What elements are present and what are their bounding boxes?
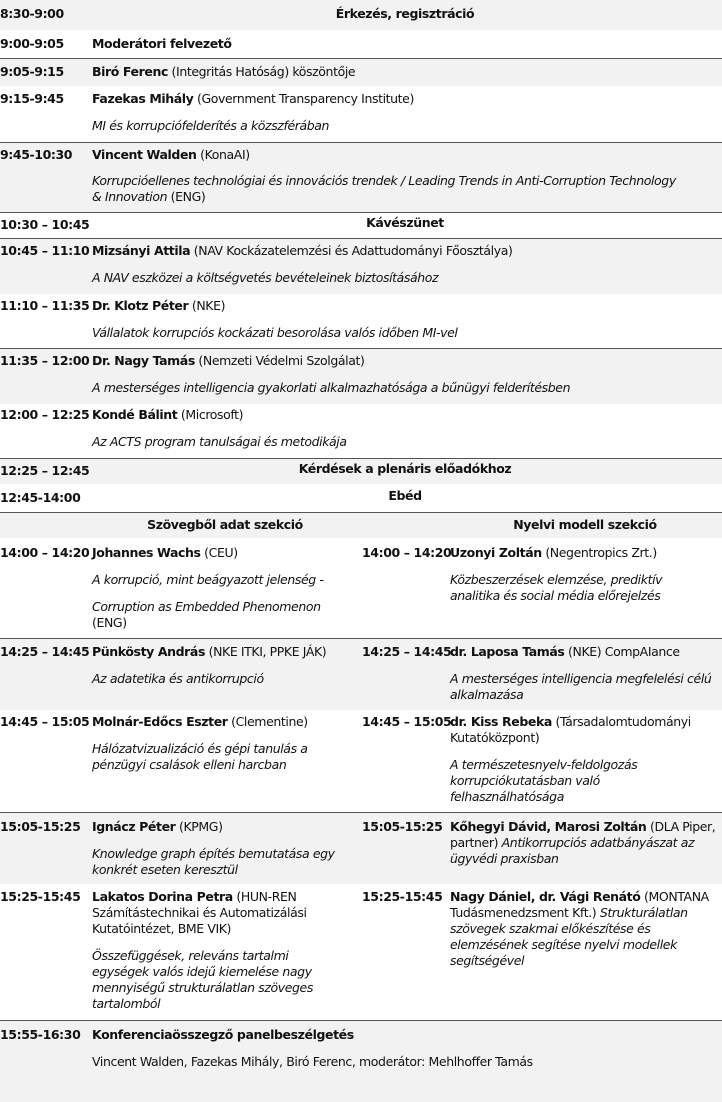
speaker-name: Biró Ferenc (92, 64, 168, 79)
schedule-row-talk (0, 404, 722, 458)
schedule-row-moderator-intro (0, 30, 722, 58)
talk-title: Korrupcióellenes technológiai és innovációs trendek / Leading Trends in Anti-Corruption Technology & Innovation (92, 173, 676, 204)
speaker-affiliation: (Társadalomtudományi Kutatóközpont) (450, 714, 691, 745)
schedule-row-talk (0, 142, 722, 212)
time-slot-right: 14:45 – 15:05 (362, 714, 452, 729)
time-slot: 9:05-9:15 (0, 64, 64, 79)
parallel-row (0, 710, 722, 812)
speaker-line-left (92, 889, 360, 937)
speaker-name: Mizsányi Attila (92, 243, 191, 258)
time-slot: 8:30-9:00 (0, 6, 64, 21)
time-slot: 12:00 – 12:25 (0, 407, 90, 422)
schedule-row-talk (0, 348, 722, 404)
speaker-name: dr. Kiss Rebeka (450, 714, 552, 729)
speaker-affiliation: (Nemzeti Védelmi Szolgálat) (194, 353, 365, 368)
talk-title: Vállalatok korrupciós kockázati besorolása valós időben MI-vel (92, 325, 458, 340)
session-title: Moderátori felvezető (92, 36, 232, 51)
time-slot-left: 15:05-15:25 (0, 819, 81, 834)
time-slot: 9:00-9:05 (0, 36, 64, 51)
talk-title: A mesterséges intelligencia gyakorlati alkalmazhatósága a bűnügyi felderítésben (92, 380, 571, 395)
speaker-line (92, 407, 243, 423)
speaker-name: Dr. Nagy Tamás (92, 353, 195, 368)
time-slot: 10:30 – 10:45 (0, 217, 90, 232)
speaker-line-left (92, 644, 326, 660)
time-slot: 11:35 – 12:00 (0, 353, 90, 368)
talk-title-right: A mesterséges intelligencia megfelelési célú alkalmazása (450, 671, 712, 702)
speaker-affiliation: (CEU) (200, 545, 238, 560)
speaker-name: Uzonyi Zoltán (450, 545, 542, 560)
schedule-row-plenary-questions (0, 458, 722, 484)
time-slot: 15:55-16:30 (0, 1027, 81, 1042)
parallel-section-headers (0, 512, 722, 538)
session-title: Kérdések a plenáris előadókhoz (298, 461, 512, 476)
parallel-row (0, 538, 722, 638)
time-slot-right: 15:25-15:45 (362, 889, 443, 904)
time-slot-right: 14:25 – 14:45 (362, 644, 452, 659)
speaker-affiliation: (Negentropics Zrt.) (541, 545, 657, 560)
talk-title-right: Közbeszerzések elemzése, prediktív analitika és social média előrejelzés (450, 572, 663, 603)
speaker-name: Vincent Walden (92, 147, 197, 162)
talk-title-left: Összefüggések, releváns tartalmi egységek valós idejű kiemelése nagy mennyiségű strukturálatlan szöveges tartalomból (92, 948, 313, 1011)
panel-participants: Vincent Walden, Fazekas Mihály, Biró Ferenc, moderátor: Mehlhoffer Tamás (92, 1054, 533, 1069)
session-title: Ebéd (388, 488, 422, 503)
talk-title-part-2: Corruption as Embedded Phenomenon (92, 599, 321, 614)
time-slot: 11:10 – 11:35 (0, 298, 90, 313)
speaker-name: Fazekas Mihály (92, 91, 194, 106)
speaker-line-right (450, 889, 712, 969)
speaker-line (92, 91, 414, 107)
speaker-line (92, 147, 250, 163)
speaker-line-left (92, 714, 308, 730)
schedule-row-arrival (0, 0, 722, 30)
speaker-line-right (450, 819, 718, 867)
speaker-line (92, 353, 364, 369)
speaker-name: Johannes Wachs (92, 545, 201, 560)
speaker-name: Kondé Bálint (92, 407, 178, 422)
speaker-affiliation: (Government Transparency Institute) (193, 91, 414, 106)
talk-title: Antikorrupciós adatbányászat az ügyvédi praxisban (450, 835, 695, 866)
section-header-left: Szövegből adat szekció (147, 517, 303, 532)
session-title: Konferenciaösszegző panelbeszélgetés (92, 1027, 354, 1042)
talk-language: (ENG) (167, 189, 206, 204)
schedule-row-lunch (0, 484, 722, 512)
time-slot-left: 14:25 – 14:45 (0, 644, 90, 659)
time-slot: 12:45-14:00 (0, 490, 81, 505)
session-title: Érkezés, regisztráció (335, 6, 475, 21)
schedule-row-talk (0, 294, 722, 348)
talk-language: (ENG) (92, 615, 127, 630)
speaker-affiliation: (DLA Piper, partner) (450, 819, 716, 850)
schedule-row-talk (0, 86, 722, 142)
time-slot-right: 14:00 – 14:20 (362, 545, 452, 560)
speaker-line (92, 243, 513, 259)
talk-title-right: A természetesnyelv-feldolgozás korrupciókutatásban való felhasználhatósága (450, 757, 638, 804)
time-slot-text: 15:25-15:45 (0, 889, 81, 904)
talk-title: A NAV eszközei a költségvetés bevételeinek biztosításához (92, 270, 439, 285)
speaker-affiliation: (KonaAI) (196, 147, 250, 162)
session-title: Kávészünet (366, 215, 444, 230)
speaker-affiliation: (MONTANA Tudásmenedzsment Kft.) (450, 889, 709, 920)
speaker-affiliation: (Microsoft) (177, 407, 244, 422)
speaker-name: dr. Laposa Tamás (450, 644, 565, 659)
speaker-name: Dr. Klotz Péter (92, 298, 189, 313)
talk-title: Strukturálatlan szövegek szakmai előkészítése és elemzésének segítése nyelvi modellek segítségével (450, 905, 688, 968)
time-slot-left: 14:45 – 15:05 (0, 714, 90, 729)
speaker-affiliation: (KPMG) (175, 819, 223, 834)
speaker-name: Kőhegyi Dávid, Marosi Zoltán (450, 819, 647, 834)
talk-title: MI és korrupciófelderítés a közszférában (92, 118, 330, 133)
talk-title-left: Az adatetika és antikorrupció (92, 671, 264, 686)
talk-title-part-1: A korrupció, mint beágyazott jelenség - (92, 572, 324, 587)
time-slot-right: 15:05-15:25 (362, 819, 443, 834)
speaker-name: Lakatos Dorina Petra (92, 889, 233, 904)
speaker-line-right (450, 714, 712, 746)
time-slot: 12:25 – 12:45 (0, 463, 90, 478)
speaker-affiliation: (NKE) (188, 298, 226, 313)
speaker-affiliation: (Clementine) (227, 714, 308, 729)
section-header-right: Nyelvi modell szekció (513, 517, 657, 532)
speaker-line-right (450, 644, 680, 660)
talk-title: Az ACTS program tanulságai és metodikája (92, 434, 347, 449)
speaker-line (92, 64, 355, 80)
speaker-affiliation: (HUN-REN Számítástechnikai és Automatizálási Kutatóintézet, BME VIK) (92, 889, 307, 936)
time-slot: 9:45-10:30 (0, 147, 73, 162)
parallel-row (0, 884, 722, 1020)
speaker-line-left (92, 545, 238, 561)
time-slot: 10:45 – 11:10 (0, 243, 90, 258)
speaker-name: Pünkösty András (92, 644, 206, 659)
speaker-line (92, 298, 225, 314)
speaker-affiliation: (Integritás Hatóság) köszöntője (167, 64, 356, 79)
speaker-line-left (92, 819, 223, 835)
time-slot-left: 14:00 – 14:20 (0, 545, 90, 560)
speaker-affiliation: (NKE ITKI, PPKE JÁK) (205, 644, 327, 659)
speaker-line-right (450, 545, 657, 561)
talk-line (92, 173, 682, 205)
speaker-name: Nagy Dániel, dr. Vági Renátó (450, 889, 641, 904)
talk-title-left: Knowledge graph építés bemutatása egy konkrét eseten keresztül (92, 846, 335, 877)
schedule-row-talk (0, 238, 722, 294)
speaker-affiliation: (NAV Kockázatelemzési és Adattudományi Főosztálya) (190, 243, 513, 258)
parallel-row (0, 638, 722, 710)
parallel-row (0, 812, 722, 884)
speaker-name: Ignácz Péter (92, 819, 176, 834)
schedule-row-welcome (0, 58, 722, 86)
speaker-name: Molnár-Edőcs Eszter (92, 714, 228, 729)
schedule-row-closing-panel (0, 1020, 722, 1102)
talk-title-left: Hálózatvizualizáció és gépi tanulás a pénzügyi csalások elleni harcban (92, 741, 308, 772)
schedule-row-coffee-break (0, 212, 722, 238)
time-slot-left (0, 889, 86, 905)
time-slot: 9:15-9:45 (0, 91, 64, 106)
speaker-affiliation: (NKE) CompAIance (564, 644, 680, 659)
